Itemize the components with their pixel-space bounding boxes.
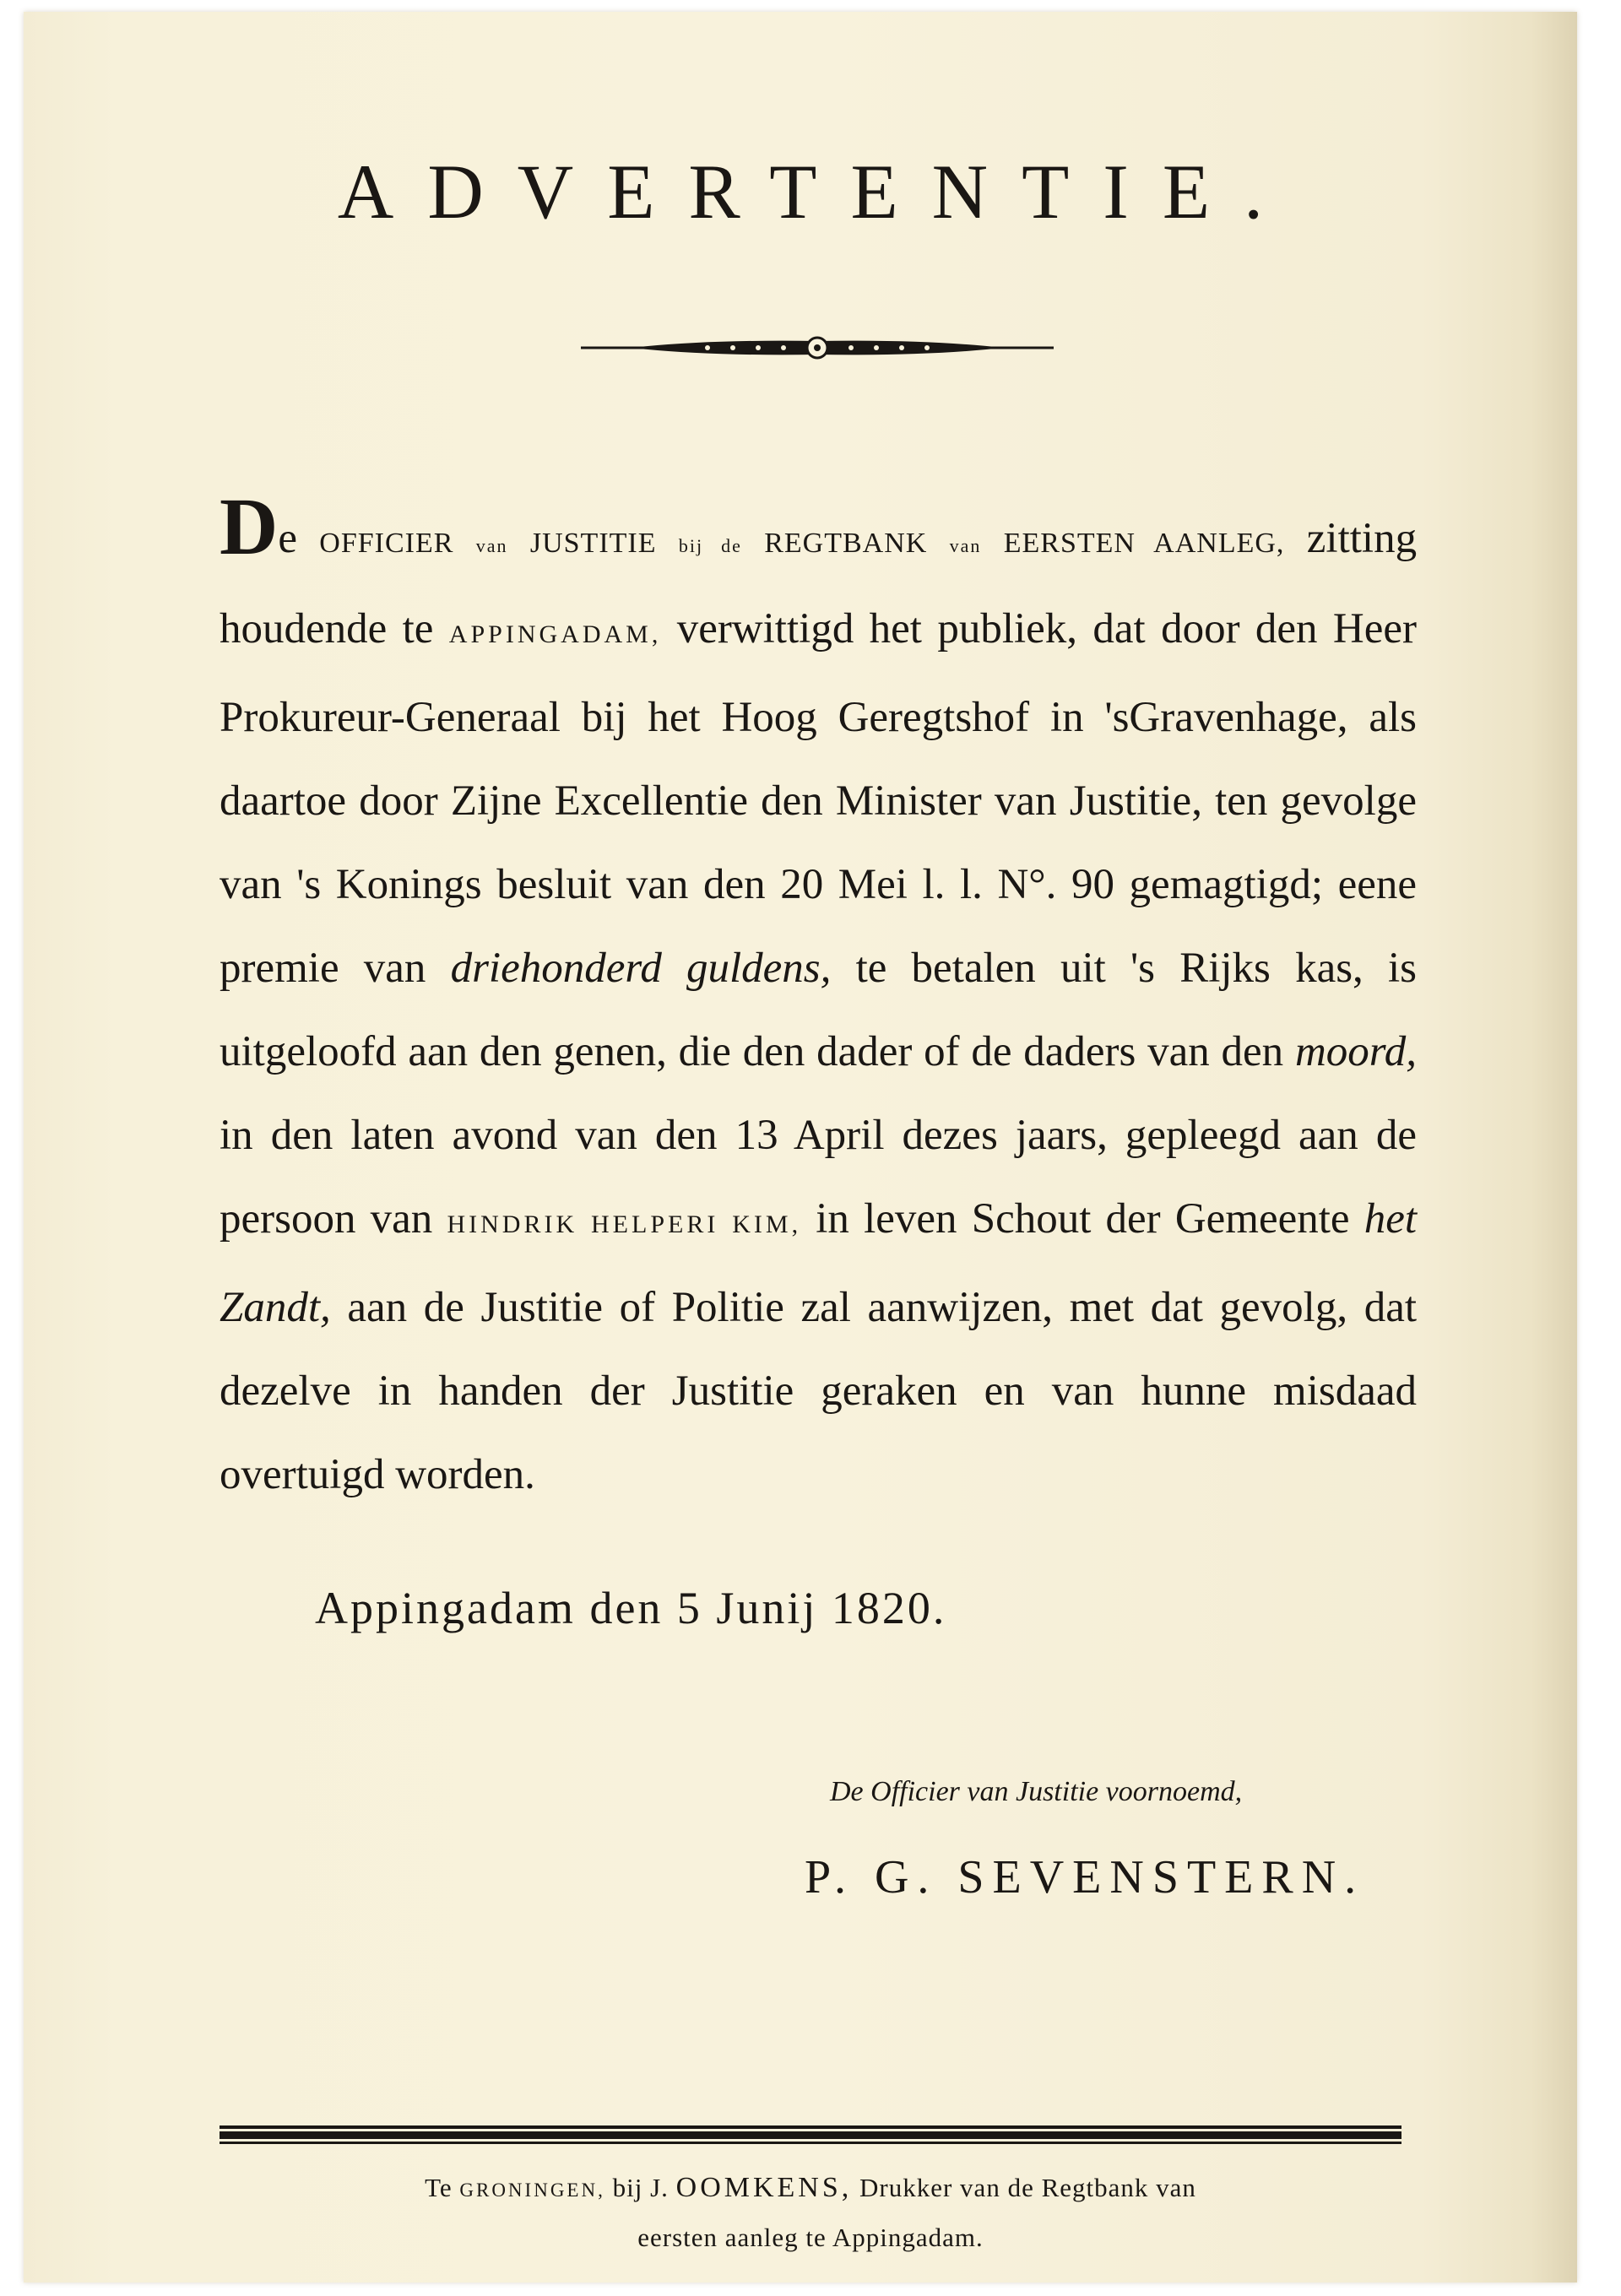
document-page (24, 12, 1577, 2282)
victim-name: HINDRIK HELPERI KIM, (447, 1210, 802, 1238)
announcement-body: De OFFICIER van JUSTITIE bij de REGTBANK van EERSTEN AANLEG, zitting houdende te APPINGADAM, verwittigd het publiek, dat door den Heer Prokureur-Generaal bij het Hoog Geregtshof in 'sGravenhage, als daartoe door Zijne Excellentie den Minister van Justitie, ten gevolge van 's Konings besluit van den 20 Mei l. l. N°. 90 gemagtigd; eene premie van driehonderd guldens, te betalen uit 's Rijks kas, is uitgeloofd aan den genen, die den dader of de daders van den moord, in den laten avond van den 13 April dezes jaars, gepleegd aan de persoon van HINDRIK HELPERI KIM, in leven Schout der Gemeente het Zandt, aan de Justitie of Politie zal aanwijzen, met dat gevolg, dat dezelve in handen der Justitie geraken en van hunne misdaad overtuigd worden. (220, 481, 1418, 1498)
footer-rule (220, 2124, 1401, 2146)
drop-cap: D (220, 481, 279, 571)
date-line: Appingadam den 5 Junij 1820. (315, 1583, 947, 1633)
signatory-name: P. G. SEVENSTERN. (805, 1851, 1365, 1903)
printer-imprint: Te GRONINGEN, bij J. OOMKENS, Drukker van de Regtbank van eersten aanleg te Appingadam. (425, 2172, 1196, 2252)
signatory-role: De Officier van Justitie voornoemd, (830, 1776, 1243, 1807)
page-title: ADVERTENTIE. (337, 149, 1298, 235)
ornamental-divider (581, 331, 1054, 365)
